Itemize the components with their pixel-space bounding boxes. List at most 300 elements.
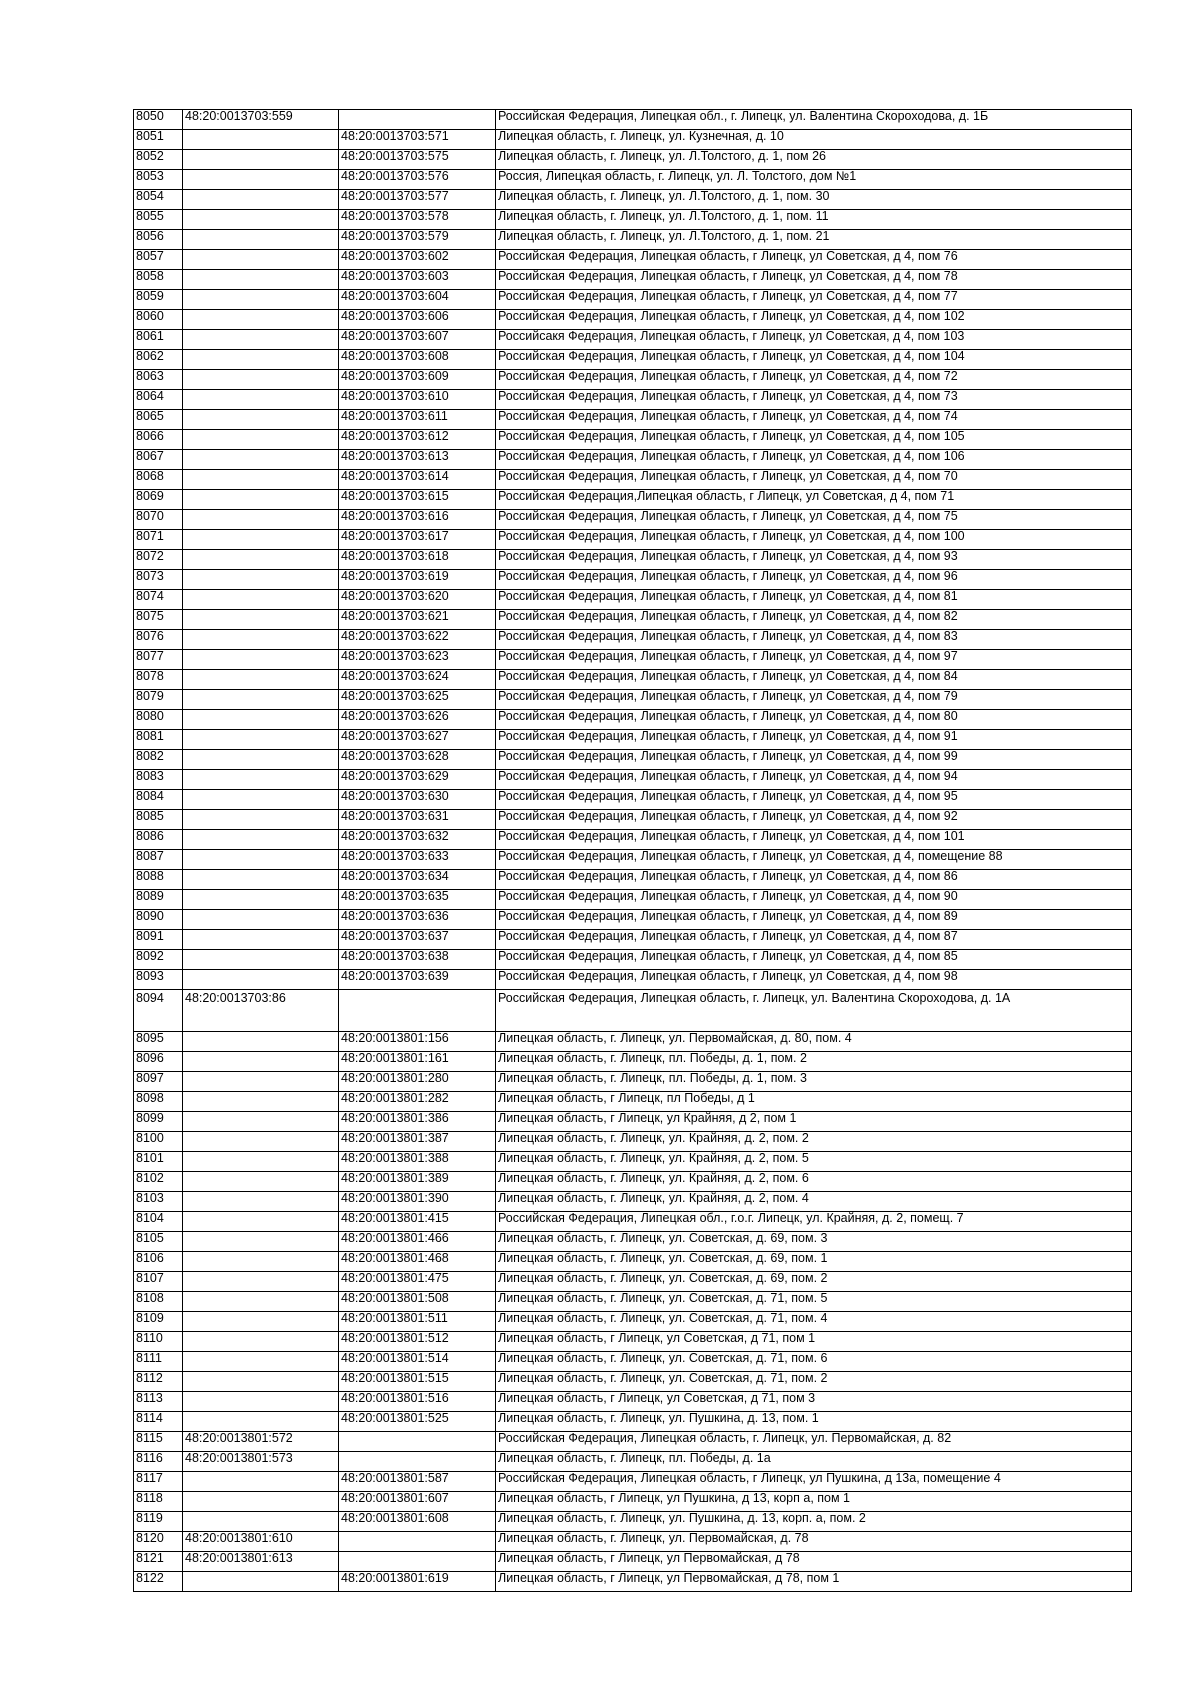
row-number-cell: 8117 (134, 1472, 183, 1492)
address-cell: Липецкая область, г. Липецк, ул. Л.Толстого, д. 1, пом. 30 (496, 190, 1132, 210)
address-cell: Российская Федерация, Липецкая область, г Липецк, ул Советская, д 4, пом 97 (496, 650, 1132, 670)
address-cell: Российская Федерация, Липецкая область, г Липецк, ул Советская, д 4, пом 79 (496, 690, 1132, 710)
address-cell: Российская Федерация, Липецкая область, г Липецк, ул Советская, д 4, пом 89 (496, 910, 1132, 930)
parcel-number-cell (183, 230, 339, 250)
table-row (134, 750, 1132, 770)
address-cell: Липецкая область, г. Липецк, пл. Победы, д. 1, пом. 2 (496, 1052, 1132, 1072)
address-cell: Липецкая область, г. Липецк, ул. Крайняя, д. 2, пом. 5 (496, 1152, 1132, 1172)
address-cell: Российская Федерация, Липецкая область, г Липецк, ул Советская, д 4, пом 100 (496, 530, 1132, 550)
address-cell: Липецкая область, г. Липецк, ул. Л.Толстого, д. 1, пом. 21 (496, 230, 1132, 250)
object-number-cell: 48:20:0013703:579 (339, 230, 496, 250)
parcel-number-cell (183, 1232, 339, 1252)
object-number-cell: 48:20:0013703:633 (339, 850, 496, 870)
object-number-cell (339, 110, 496, 130)
parcel-number-cell (183, 1312, 339, 1332)
address-cell: Липецкая область, г Липецк, ул Пушкина, д 13, корп а, пом 1 (496, 1492, 1132, 1512)
parcel-number-cell (183, 790, 339, 810)
object-number-cell: 48:20:0013801:389 (339, 1172, 496, 1192)
row-number-cell: 8082 (134, 750, 183, 770)
parcel-number-cell (183, 290, 339, 310)
parcel-number-cell: 48:20:0013801:573 (183, 1452, 339, 1472)
row-number-cell: 8081 (134, 730, 183, 750)
parcel-number-cell (183, 350, 339, 370)
table-row (134, 890, 1132, 910)
parcel-number-cell (183, 850, 339, 870)
row-number-cell: 8090 (134, 910, 183, 930)
table-row (134, 250, 1132, 270)
table-row (134, 110, 1132, 130)
address-cell: Липецкая область, г. Липецк, ул. Советская, д. 71, пом. 6 (496, 1352, 1132, 1372)
parcel-number-cell (183, 1412, 339, 1432)
object-number-cell: 48:20:0013801:475 (339, 1272, 496, 1292)
parcel-number-cell (183, 670, 339, 690)
table-row (134, 730, 1132, 750)
table-row (134, 670, 1132, 690)
address-cell: Российская Федерация,Липецкая область, г Липецк, ул Советская, д 4, пом 71 (496, 490, 1132, 510)
parcel-number-cell (183, 1212, 339, 1232)
row-number-cell: 8097 (134, 1072, 183, 1092)
parcel-number-cell (183, 170, 339, 190)
row-number-cell: 8091 (134, 930, 183, 950)
parcel-number-cell (183, 150, 339, 170)
row-number-cell: 8069 (134, 490, 183, 510)
address-cell: Российская Федерация, Липецкая область, г Липецк, ул Советская, д 4, пом 105 (496, 430, 1132, 450)
address-cell: Липецкая область, г. Липецк, ул. Крайняя, д. 2, пом. 6 (496, 1172, 1132, 1192)
row-number-cell: 8088 (134, 870, 183, 890)
parcel-number-cell (183, 1132, 339, 1152)
object-number-cell: 48:20:0013801:282 (339, 1092, 496, 1112)
address-cell: Российская Федерация, Липецкая область, г Липецк, ул Советская, д 4, пом 91 (496, 730, 1132, 750)
table-row (134, 1252, 1132, 1272)
address-cell: Российская Федерация, Липецкая область, г Липецк, ул Советская, д 4, пом 82 (496, 610, 1132, 630)
address-cell: Российская Федерация, Липецкая область, г Липецк, ул Советская, д 4, пом 86 (496, 870, 1132, 890)
address-cell: Липецкая область, г. Липецк, ул. Пушкина, д. 13, пом. 1 (496, 1412, 1132, 1432)
parcel-number-cell (183, 890, 339, 910)
object-number-cell (339, 1532, 496, 1552)
object-number-cell: 48:20:0013703:627 (339, 730, 496, 750)
parcel-number-cell: 48:20:0013801:613 (183, 1552, 339, 1572)
row-number-cell: 8092 (134, 950, 183, 970)
table-row (134, 710, 1132, 730)
object-number-cell: 48:20:0013703:635 (339, 890, 496, 910)
address-cell: Российская Федерация, Липецкая область, г Липецк, ул Советская, д 4, пом 77 (496, 290, 1132, 310)
object-number-cell: 48:20:0013801:619 (339, 1572, 496, 1592)
address-cell: Российская Федерация, Липецкая область, г Липецк, ул Советская, д 4, пом 92 (496, 810, 1132, 830)
address-cell: Российская Федерация, Липецкая область, г Липецк, ул Советская, д 4, пом 94 (496, 770, 1132, 790)
table-row (134, 830, 1132, 850)
address-cell: Липецкая область, г. Липецк, ул. Советская, д. 69, пом. 2 (496, 1272, 1132, 1292)
table-row (134, 1552, 1132, 1572)
address-cell: Российская Федерация, Липецкая область, г Липецк, ул Советская, д 4, пом 70 (496, 470, 1132, 490)
row-number-cell: 8115 (134, 1432, 183, 1452)
table-row (134, 270, 1132, 290)
object-number-cell: 48:20:0013801:511 (339, 1312, 496, 1332)
address-cell: Российская Федерация, Липецкая область, г Липецк, ул Советская, д 4, пом 90 (496, 890, 1132, 910)
row-number-cell: 8086 (134, 830, 183, 850)
address-cell: Липецкая область, г Липецк, ул Советская, д 71, пом 3 (496, 1392, 1132, 1412)
parcel-number-cell (183, 190, 339, 210)
row-number-cell: 8067 (134, 450, 183, 470)
row-number-cell: 8074 (134, 590, 183, 610)
row-number-cell: 8108 (134, 1292, 183, 1312)
table-row (134, 1492, 1132, 1512)
object-number-cell: 48:20:0013801:161 (339, 1052, 496, 1072)
table-row (134, 650, 1132, 670)
parcel-number-cell (183, 250, 339, 270)
row-number-cell: 8085 (134, 810, 183, 830)
parcel-number-cell (183, 690, 339, 710)
address-cell: Российская Федерация, Липецкая область, г Липецк, ул Советская, д 4, пом 93 (496, 550, 1132, 570)
object-number-cell: 48:20:0013801:386 (339, 1112, 496, 1132)
address-cell: Липецкая область, г. Липецк, ул. Кузнечная, д. 10 (496, 130, 1132, 150)
address-cell: Российская Федерация, Липецкая область, г. Липецк, ул. Валентина Скороходова, д. 1А (496, 990, 1132, 1032)
parcel-number-cell (183, 270, 339, 290)
table-row (134, 1092, 1132, 1112)
object-number-cell: 48:20:0013703:625 (339, 690, 496, 710)
address-cell: Липецкая область, г Липецк, ул Первомайская, д 78, пом 1 (496, 1572, 1132, 1592)
address-cell: Российская Федерация, Липецкая область, г Липецк, ул Советская, д 4, пом 78 (496, 270, 1132, 290)
address-cell: Российская Федерация, Липецкая область, г Липецк, ул Советская, д 4, помещение 88 (496, 850, 1132, 870)
parcel-number-cell (183, 550, 339, 570)
object-number-cell: 48:20:0013703:637 (339, 930, 496, 950)
table-row (134, 1432, 1132, 1452)
address-cell: Липецкая область, г. Липецк, ул. Первомайская, д. 80, пом. 4 (496, 1032, 1132, 1052)
object-number-cell: 48:20:0013703:609 (339, 370, 496, 390)
table-row (134, 1232, 1132, 1252)
object-number-cell: 48:20:0013703:616 (339, 510, 496, 530)
row-number-cell: 8094 (134, 990, 183, 1032)
table-row (134, 850, 1132, 870)
address-cell: Российская Федерация, Липецкая обл., г. Липецк, ул. Валентина Скороходова, д. 1Б (496, 110, 1132, 130)
table-row (134, 870, 1132, 890)
parcel-number-cell (183, 1512, 339, 1532)
object-number-cell: 48:20:0013801:587 (339, 1472, 496, 1492)
table-row (134, 190, 1132, 210)
table-row (134, 630, 1132, 650)
address-cell: Российская Федерация, Липецкая область, г Липецк, ул Пушкина, д 13а, помещение 4 (496, 1472, 1132, 1492)
parcel-number-cell (183, 1112, 339, 1132)
object-number-cell: 48:20:0013703:631 (339, 810, 496, 830)
address-cell: Липецкая область, г. Липецк, пл. Победы, д. 1, пом. 3 (496, 1072, 1132, 1092)
table-row (134, 1512, 1132, 1532)
table-row (134, 130, 1132, 150)
parcel-number-cell (183, 710, 339, 730)
parcel-number-cell (183, 830, 339, 850)
address-cell: Российская Федерация, Липецкая область, г Липецк, ул Советская, д 4, пом 83 (496, 630, 1132, 650)
row-number-cell: 8075 (134, 610, 183, 630)
object-number-cell (339, 1452, 496, 1472)
row-number-cell: 8121 (134, 1552, 183, 1572)
parcel-number-cell (183, 490, 339, 510)
object-number-cell: 48:20:0013801:390 (339, 1192, 496, 1212)
table-row (134, 210, 1132, 230)
address-cell: Российская Федерация, Липецкая область, г Липецк, ул Советская, д 4, пом 96 (496, 570, 1132, 590)
object-number-cell: 48:20:0013801:388 (339, 1152, 496, 1172)
table-row (134, 930, 1132, 950)
object-number-cell: 48:20:0013801:466 (339, 1232, 496, 1252)
row-number-cell: 8106 (134, 1252, 183, 1272)
object-number-cell: 48:20:0013703:624 (339, 670, 496, 690)
object-number-cell: 48:20:0013703:621 (339, 610, 496, 630)
table-row (134, 530, 1132, 550)
parcel-number-cell (183, 330, 339, 350)
object-number-cell: 48:20:0013801:508 (339, 1292, 496, 1312)
table-row (134, 1352, 1132, 1372)
object-number-cell: 48:20:0013703:614 (339, 470, 496, 490)
table-row (134, 610, 1132, 630)
object-number-cell: 48:20:0013801:514 (339, 1352, 496, 1372)
parcel-number-cell (183, 410, 339, 430)
address-cell: Российсакя Федерация, Липецкая область, г Липецк, ул Советская, д 4, пом 103 (496, 330, 1132, 350)
row-number-cell: 8084 (134, 790, 183, 810)
address-cell: Липецкая область, г. Липецк, ул. Советская, д. 71, пом. 4 (496, 1312, 1132, 1332)
table-row (134, 770, 1132, 790)
address-cell: Российская Федерация, Липецкая область, г Липецк, ул Советская, д 4, пом 76 (496, 250, 1132, 270)
row-number-cell: 8122 (134, 1572, 183, 1592)
object-number-cell: 48:20:0013703:638 (339, 950, 496, 970)
table-row (134, 310, 1132, 330)
address-cell: Российская Федерация, Липецкая область, г Липецк, ул Советская, д 4, пом 72 (496, 370, 1132, 390)
object-number-cell: 48:20:0013801:387 (339, 1132, 496, 1152)
row-number-cell: 8055 (134, 210, 183, 230)
parcel-number-cell (183, 570, 339, 590)
table-row (134, 1212, 1132, 1232)
table-row (134, 970, 1132, 990)
table-row (134, 230, 1132, 250)
object-number-cell: 48:20:0013703:615 (339, 490, 496, 510)
object-number-cell: 48:20:0013801:515 (339, 1372, 496, 1392)
parcel-number-cell (183, 1192, 339, 1212)
object-number-cell (339, 990, 496, 1032)
row-number-cell: 8061 (134, 330, 183, 350)
row-number-cell: 8083 (134, 770, 183, 790)
parcel-number-cell (183, 210, 339, 230)
parcel-number-cell (183, 430, 339, 450)
parcel-number-cell (183, 1472, 339, 1492)
address-cell: Липецкая область, г. Липецк, ул. Советская, д. 69, пом. 3 (496, 1232, 1132, 1252)
row-number-cell: 8111 (134, 1352, 183, 1372)
table-row (134, 1152, 1132, 1172)
row-number-cell: 8078 (134, 670, 183, 690)
parcel-number-cell (183, 370, 339, 390)
table-row (134, 450, 1132, 470)
row-number-cell: 8051 (134, 130, 183, 150)
table-row (134, 170, 1132, 190)
registry-table-body (134, 110, 1132, 1592)
object-number-cell: 48:20:0013703:571 (339, 130, 496, 150)
row-number-cell: 8105 (134, 1232, 183, 1252)
address-cell: Российская Федерация, Липецкая область, г Липецк, ул Советская, д 4, пом 74 (496, 410, 1132, 430)
table-row (134, 910, 1132, 930)
address-cell: Российская Федерация, Липецкая область, г Липецк, ул Советская, д 4, пом 85 (496, 950, 1132, 970)
address-cell: Российская Федерация, Липецкая область, г Липецк, ул Советская, д 4, пом 99 (496, 750, 1132, 770)
object-number-cell: 48:20:0013703:626 (339, 710, 496, 730)
object-number-cell: 48:20:0013703:617 (339, 530, 496, 550)
parcel-number-cell (183, 510, 339, 530)
object-number-cell: 48:20:0013703:578 (339, 210, 496, 230)
parcel-number-cell (183, 610, 339, 630)
row-number-cell: 8050 (134, 110, 183, 130)
address-cell: Липецкая область, г. Липецк, ул. Крайняя, д. 2, пом. 4 (496, 1192, 1132, 1212)
parcel-number-cell (183, 730, 339, 750)
row-number-cell: 8100 (134, 1132, 183, 1152)
object-number-cell: 48:20:0013703:634 (339, 870, 496, 890)
row-number-cell: 8068 (134, 470, 183, 490)
row-number-cell: 8112 (134, 1372, 183, 1392)
parcel-number-cell: 48:20:0013801:610 (183, 1532, 339, 1552)
parcel-number-cell (183, 1352, 339, 1372)
row-number-cell: 8109 (134, 1312, 183, 1332)
address-cell: Российская Федерация, Липецкая область, г. Липецк, ул. Первомайская, д. 82 (496, 1432, 1132, 1452)
table-row (134, 1272, 1132, 1292)
row-number-cell: 8077 (134, 650, 183, 670)
row-number-cell: 8080 (134, 710, 183, 730)
table-row (134, 1072, 1132, 1092)
parcel-number-cell (183, 590, 339, 610)
parcel-number-cell: 48:20:0013801:572 (183, 1432, 339, 1452)
object-number-cell: 48:20:0013703:619 (339, 570, 496, 590)
row-number-cell: 8054 (134, 190, 183, 210)
address-cell: Липецкая область, г. Липецк, ул. Советская, д. 69, пом. 1 (496, 1252, 1132, 1272)
row-number-cell: 8096 (134, 1052, 183, 1072)
object-number-cell: 48:20:0013703:611 (339, 410, 496, 430)
row-number-cell: 8052 (134, 150, 183, 170)
address-cell: Российская Федерация, Липецкая область, г Липецк, ул Советская, д 4, пом 101 (496, 830, 1132, 850)
table-row (134, 550, 1132, 570)
row-number-cell: 8073 (134, 570, 183, 590)
table-row (134, 150, 1132, 170)
table-row (134, 1572, 1132, 1592)
table-row (134, 810, 1132, 830)
table-row (134, 350, 1132, 370)
table-row (134, 790, 1132, 810)
address-cell: Липецкая область, г. Липецк, пл. Победы, д. 1а (496, 1452, 1132, 1472)
parcel-number-cell (183, 650, 339, 670)
row-number-cell: 8076 (134, 630, 183, 650)
registry-table (133, 109, 1132, 1592)
address-cell: Липецкая область, г Липецк, ул Советская, д 71, пом 1 (496, 1332, 1132, 1352)
row-number-cell: 8079 (134, 690, 183, 710)
object-number-cell: 48:20:0013703:607 (339, 330, 496, 350)
row-number-cell: 8060 (134, 310, 183, 330)
table-row (134, 1452, 1132, 1472)
table-row (134, 1472, 1132, 1492)
table-row (134, 430, 1132, 450)
object-number-cell: 48:20:0013703:628 (339, 750, 496, 770)
object-number-cell: 48:20:0013801:415 (339, 1212, 496, 1232)
row-number-cell: 8102 (134, 1172, 183, 1192)
address-cell: Российская Федерация, Липецкая область, г Липецк, ул Советская, д 4, пом 84 (496, 670, 1132, 690)
address-cell: Липецкая область, г. Липецк, ул. Л.Толстого, д. 1, пом. 11 (496, 210, 1132, 230)
row-number-cell: 8058 (134, 270, 183, 290)
row-number-cell: 8071 (134, 530, 183, 550)
parcel-number-cell (183, 1272, 339, 1292)
object-number-cell: 48:20:0013703:577 (339, 190, 496, 210)
parcel-number-cell (183, 810, 339, 830)
table-row (134, 950, 1132, 970)
row-number-cell: 8053 (134, 170, 183, 190)
address-cell: Липецкая область, г Липецк, ул Первомайская, д 78 (496, 1552, 1132, 1572)
address-cell: Липецкая область, г. Липецк, ул. Советская, д. 71, пом. 2 (496, 1372, 1132, 1392)
row-number-cell: 8107 (134, 1272, 183, 1292)
row-number-cell: 8057 (134, 250, 183, 270)
table-row (134, 570, 1132, 590)
address-cell: Россия, Липецкая область, г. Липецк, ул. Л. Толстого, дом №1 (496, 170, 1132, 190)
address-cell: Липецкая область, г. Липецк, ул. Советская, д. 71, пом. 5 (496, 1292, 1132, 1312)
parcel-number-cell (183, 1152, 339, 1172)
object-number-cell: 48:20:0013801:280 (339, 1072, 496, 1092)
row-number-cell: 8101 (134, 1152, 183, 1172)
table-row (134, 510, 1132, 530)
row-number-cell: 8104 (134, 1212, 183, 1232)
row-number-cell: 8120 (134, 1532, 183, 1552)
address-cell: Липецкая область, г. Липецк, ул. Крайняя, д. 2, пом. 2 (496, 1132, 1132, 1152)
address-cell: Российская Федерация, Липецкая область, г Липецк, ул Советская, д 4, пом 87 (496, 930, 1132, 950)
table-row (134, 1392, 1132, 1412)
table-row (134, 1372, 1132, 1392)
address-cell: Российская Федерация, Липецкая область, г Липецк, ул Советская, д 4, пом 75 (496, 510, 1132, 530)
table-row (134, 390, 1132, 410)
table-row (134, 330, 1132, 350)
object-number-cell: 48:20:0013703:612 (339, 430, 496, 450)
table-row (134, 1312, 1132, 1332)
address-cell: Российская Федерация, Липецкая область, г Липецк, ул Советская, д 4, пом 81 (496, 590, 1132, 610)
row-number-cell: 8118 (134, 1492, 183, 1512)
object-number-cell: 48:20:0013703:639 (339, 970, 496, 990)
parcel-number-cell (183, 310, 339, 330)
parcel-number-cell (183, 950, 339, 970)
row-number-cell: 8113 (134, 1392, 183, 1412)
address-cell: Российская Федерация, Липецкая область, г Липецк, ул Советская, д 4, пом 104 (496, 350, 1132, 370)
row-number-cell: 8110 (134, 1332, 183, 1352)
parcel-number-cell (183, 1092, 339, 1112)
object-number-cell: 48:20:0013703:632 (339, 830, 496, 850)
row-number-cell: 8093 (134, 970, 183, 990)
object-number-cell: 48:20:0013703:629 (339, 770, 496, 790)
object-number-cell: 48:20:0013801:525 (339, 1412, 496, 1432)
row-number-cell: 8062 (134, 350, 183, 370)
object-number-cell (339, 1432, 496, 1452)
parcel-number-cell (183, 390, 339, 410)
table-row (134, 690, 1132, 710)
table-row (134, 1532, 1132, 1552)
parcel-number-cell (183, 1392, 339, 1412)
row-number-cell: 8072 (134, 550, 183, 570)
table-row (134, 370, 1132, 390)
object-number-cell (339, 1552, 496, 1572)
parcel-number-cell: 48:20:0013703:86 (183, 990, 339, 1032)
row-number-cell: 8098 (134, 1092, 183, 1112)
table-row (134, 990, 1132, 1032)
parcel-number-cell: 48:20:0013703:559 (183, 110, 339, 130)
parcel-number-cell (183, 450, 339, 470)
table-row (134, 1332, 1132, 1352)
address-cell: Липецкая область, г. Липецк, ул. Л.Толстого, д. 1, пом 26 (496, 150, 1132, 170)
address-cell: Липецкая область, г Липецк, пл Победы, д 1 (496, 1092, 1132, 1112)
parcel-number-cell (183, 1252, 339, 1272)
table-row (134, 1112, 1132, 1132)
row-number-cell: 8099 (134, 1112, 183, 1132)
object-number-cell: 48:20:0013703:606 (339, 310, 496, 330)
object-number-cell: 48:20:0013703:610 (339, 390, 496, 410)
object-number-cell: 48:20:0013703:622 (339, 630, 496, 650)
address-cell: Российская Федерация, Липецкая область, г Липецк, ул Советская, д 4, пом 98 (496, 970, 1132, 990)
object-number-cell: 48:20:0013703:623 (339, 650, 496, 670)
row-number-cell: 8119 (134, 1512, 183, 1532)
parcel-number-cell (183, 1032, 339, 1052)
object-number-cell: 48:20:0013801:512 (339, 1332, 496, 1352)
parcel-number-cell (183, 910, 339, 930)
